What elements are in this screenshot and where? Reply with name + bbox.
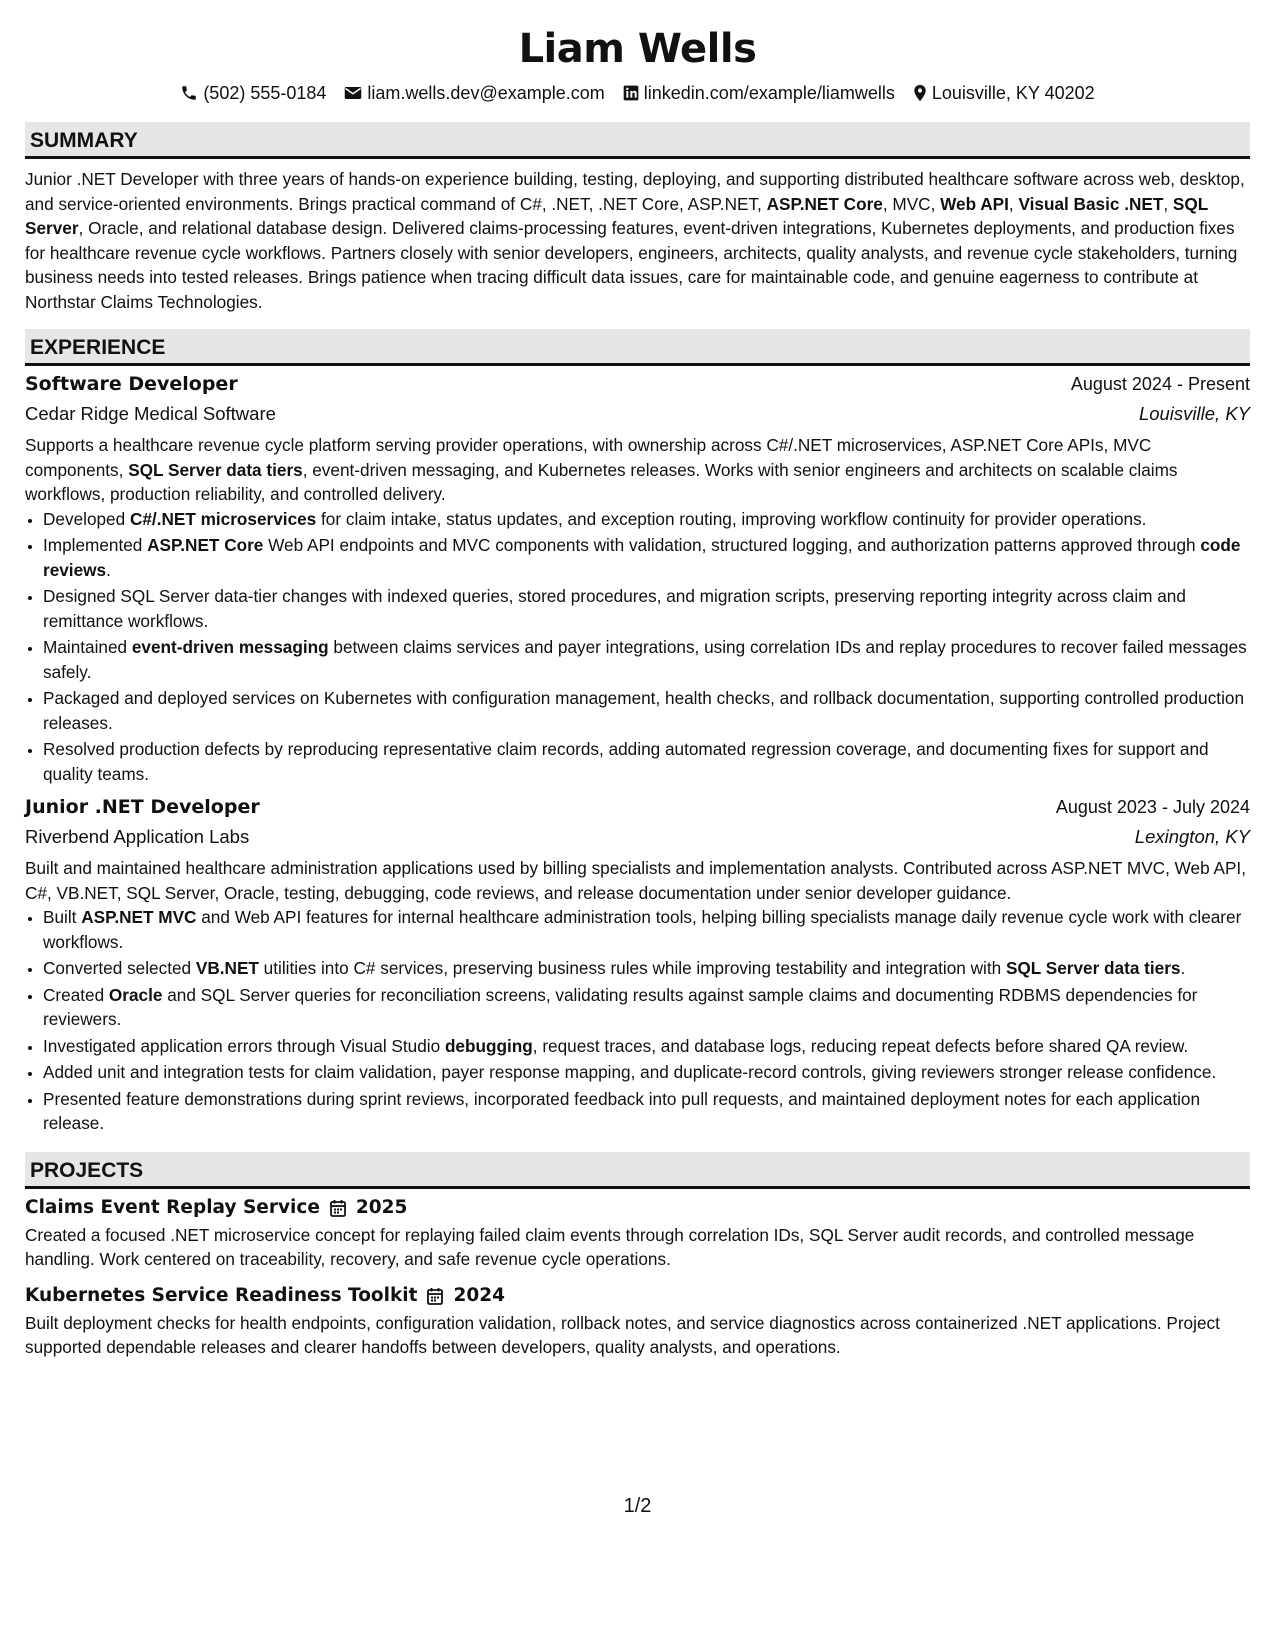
job-description: Supports a healthcare revenue cycle platform serving provider operations, with ownership across C#/.NET microservices, ASP.NET Core APIs, MVC components, SQL Server data tiers, event-driven messaging, and Kubernetes releases. Works with senior engineers and architects on scalable claims workflows, production reliability, and controlled delivery. xyxy=(25,435,1178,504)
project-title: Claims Event Replay Service xyxy=(25,1197,320,1218)
phone-icon xyxy=(180,84,198,102)
bullet-item: • Investigated application errors through Visual Studio debugging, request traces, and database logs, reducing repeat defects before shared QA review. xyxy=(43,1034,1250,1059)
job-location: Louisville, KY xyxy=(1138,403,1250,424)
job-dates: August 2024 - Present xyxy=(1070,374,1250,394)
bullet-item: • Packaged and deployed services on Kubernetes with configuration management, health checks, and rollback documentation, supporting controlled production releases. xyxy=(43,686,1250,735)
project-year: 2024 xyxy=(453,1285,505,1306)
experience-heading: EXPERIENCE xyxy=(25,329,1250,366)
resume-page xyxy=(25,0,1250,1360)
projects-heading: PROJECTS xyxy=(25,1152,1250,1189)
company-name: Cedar Ridge Medical Software xyxy=(25,403,276,424)
contact-phone xyxy=(180,83,326,104)
bullet-item: • Built ASP.NET MVC and Web API features for internal healthcare administration tools, helping billing specialists manage daily revenue cycle work with clearer workflows. xyxy=(43,905,1250,954)
project-description: Built deployment checks for health endpoints, configuration validation, rollback notes, and service diagnostics across containerized .NET applications. Project supported dependable releases and clearer handoffs between developers, quality analysts, and operations. xyxy=(25,1312,1220,1357)
page-number: 1/2 xyxy=(623,1495,652,1517)
job-bullets xyxy=(25,507,1250,787)
bullet-item: • Designed SQL Server data-tier changes with indexed queries, stored procedures, and migration scripts, preserving reporting integrity across claim and remittance workflows. xyxy=(43,584,1250,633)
summary-heading: SUMMARY xyxy=(25,122,1250,159)
calendar-icon xyxy=(427,1287,443,1305)
bullet-item: • Added unit and integration tests for claim validation, payer response mapping, and duplicate-record controls, giving reviewers stronger release confidence. xyxy=(43,1060,1250,1085)
bullet-item: • Maintained event-driven messaging between claims services and payer integrations, using correlation IDs and replay procedures to recover failed messages safely. xyxy=(43,635,1250,684)
job-title: Software Developer xyxy=(25,373,238,395)
bullet-item: • Resolved production defects by reproducing representative claim records, adding automated regression coverage, and documenting fixes for support and quality teams. xyxy=(43,737,1250,786)
bullet-item: • Created Oracle and SQL Server queries for reconciliation screens, validating results against sample claims and documenting RDBMS dependencies for reviewers. xyxy=(43,983,1250,1032)
contact-bar xyxy=(25,80,1250,106)
contact-email[interactable] xyxy=(344,83,604,104)
linkedin-icon xyxy=(623,85,639,101)
summary-text: Junior .NET Developer with three years of hands-on experience building, testing, deploying, and supporting distributed healthcare software across web, desktop, and service-oriented environments. Brings practical command of C#, .NET, .NET Core, ASP.NET, ASP.NET Core, MVC, Web API, Visual Basic .NET, SQL Server, Oracle, and relational database design. Delivered claims-processing features, event-driven integrations, Kubernetes deployments, and production fixes for healthcare revenue cycle workflows. Partners closely with senior developers, engineers, architects, quality analysts, and revenue cycle stakeholders, turning business needs into tested releases. Brings patience when tracing difficult data issues, care for maintainable code, and genuine eagerness to contribute at Northstar Claims Technologies. xyxy=(25,169,1245,312)
linkedin-text: linkedin.com/example/liamwells xyxy=(643,82,895,103)
bullet-item: • Presented feature demonstrations during sprint reviews, incorporated feedback into pull requests, and maintained deployment notes for each application release. xyxy=(43,1087,1250,1136)
location-text: Louisville, KY 40202 xyxy=(931,82,1095,103)
map-pin-icon xyxy=(913,84,927,102)
job-location: Lexington, KY xyxy=(1134,826,1250,847)
company-name: Riverbend Application Labs xyxy=(25,826,250,847)
job-dates: August 2023 - July 2024 xyxy=(1055,797,1250,817)
calendar-icon xyxy=(330,1199,346,1217)
job-title: Junior .NET Developer xyxy=(25,796,260,818)
project-entry xyxy=(25,1281,1250,1360)
envelope-icon xyxy=(344,85,362,101)
job-bullets xyxy=(25,905,1250,1136)
project-description: Created a focused .NET microservice concept for replaying failed claim events through correlation IDs, SQL Server audit records, and controlled message handling. Work centered on traceability, recovery, and safe revenue cycle operations. xyxy=(25,1224,1195,1269)
project-title: Kubernetes Service Readiness Toolkit xyxy=(25,1285,418,1306)
project-entry xyxy=(25,1193,1250,1272)
email-text: liam.wells.dev@example.com xyxy=(367,82,605,103)
project-year: 2025 xyxy=(355,1197,408,1218)
bullet-item: • Converted selected VB.NET utilities into C# services, preserving business rules while improving testability and integration with SQL Server data tiers. xyxy=(43,956,1250,981)
bullet-item: • Implemented ASP.NET Core Web API endpoints and MVC components with validation, structured logging, and authorization patterns approved through code reviews. xyxy=(43,533,1250,582)
candidate-name: Liam Wells xyxy=(518,26,757,72)
phone-text: (502) 555-0184 xyxy=(203,82,327,103)
contact-location xyxy=(913,83,1095,104)
job-entry xyxy=(25,369,1250,786)
contact-linkedin[interactable] xyxy=(623,83,895,104)
bullet-item: • Developed C#/.NET microservices for claim intake, status updates, and exception routing, improving workflow continuity for provider operations. xyxy=(43,507,1250,532)
job-description: Built and maintained healthcare administration applications used by billing specialists and implementation analysts. Contributed across ASP.NET MVC, Web API, C#, VB.NET, SQL Server, Oracle, testing, debugging, code reviews, and release documentation under senior developer guidance. xyxy=(25,858,1246,903)
job-entry xyxy=(25,792,1250,1136)
